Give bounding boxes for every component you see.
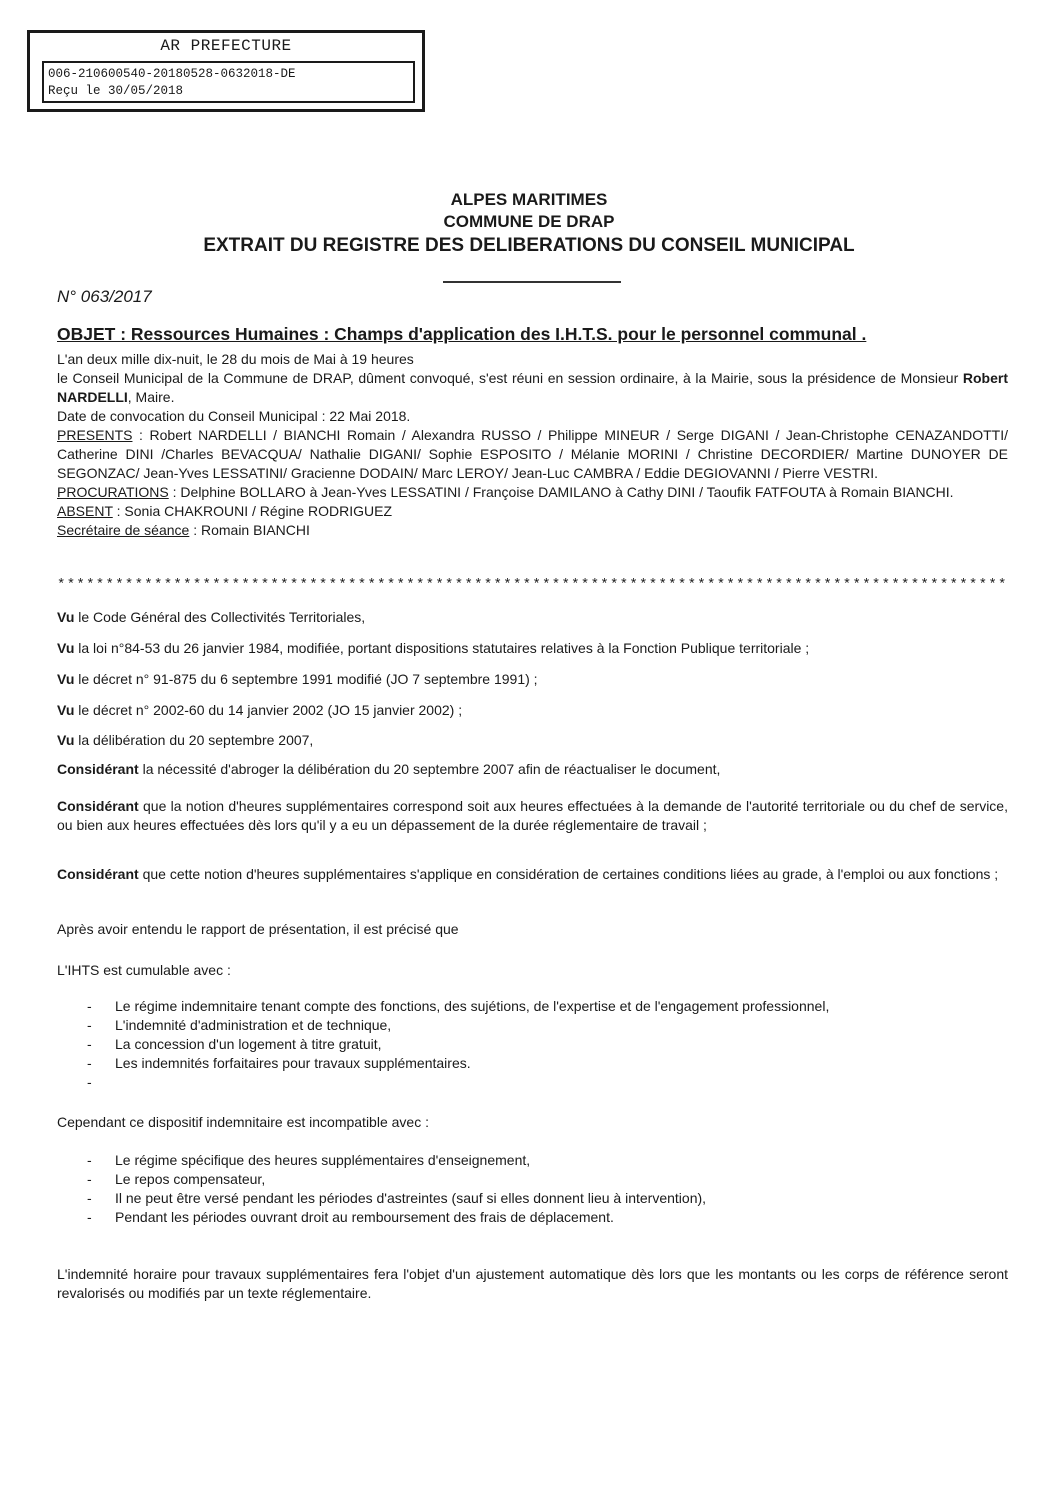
dash-bullet: - xyxy=(87,1055,92,1071)
header-register-title: EXTRAIT DU REGISTRE DES DELIBERATIONS DU CONSEIL MUNICIPAL xyxy=(203,235,855,256)
secretary-label: Secrétaire de séance xyxy=(57,522,190,538)
convocation-date: Date de convocation du Conseil Municipal : 22 Mai 2018. xyxy=(57,408,411,424)
dash-bullet: - xyxy=(87,1171,92,1187)
cumulable-list xyxy=(57,997,1008,1092)
list-item: - Le repos compensateur, xyxy=(87,1171,266,1187)
list-item: - Les indemnités forfaitaires pour travaux supplémentaires. xyxy=(87,1055,471,1071)
secretary: Secrétaire de séance : Romain BIANCHI xyxy=(57,522,310,538)
dash-bullet: - xyxy=(87,1152,92,1168)
absent-list: ABSENT : Sonia CHAKROUNI / Régine RODRIGUEZ xyxy=(57,503,393,519)
final-paragraph: L'indemnité horaire pour travaux supplémentaires fera l'objet d'un ajustement automatique dès lors que les montants ou les corps de référence seront revalorisés ou modifiés par un texte réglementaire. xyxy=(57,1266,1008,1301)
stamp-reference: 006-210600540-20180528-0632018-DE xyxy=(48,67,296,81)
prefecture-stamp xyxy=(27,30,425,112)
header-commune: COMMUNE DE DRAP xyxy=(443,212,615,231)
procurations-label: PROCURATIONS xyxy=(57,484,169,500)
document-header xyxy=(0,189,1058,259)
deliberation-object: OBJET : Ressources Humaines : Champs d'application des I.H.T.S. pour le personnel communal . xyxy=(57,324,867,344)
dash-bullet: - xyxy=(87,1017,92,1033)
recital-5: Vu la délibération du 20 septembre 2007, xyxy=(57,732,314,748)
list-item: - L'indemnité d'administration et de technique, xyxy=(87,1017,392,1033)
recital-1: Vu le Code Général des Collectivités Territoriales, xyxy=(57,609,366,625)
meeting-session: le Conseil Municipal de la Commune de DRAP, dûment convoqué, s'est réuni en session ordinaire, à la Mairie, sous la présidence de Monsieur Robert NARDELLI, Maire. xyxy=(57,370,1008,405)
recital-7: Considérant que la notion d'heures supplémentaires correspond soit aux heures effectuées à la demande de l'autorité territoriale ou du chef de service, ou bien aux heures effectuées dès lors qu'il y a eu un dépassement de la durée réglementaire de travail ; xyxy=(57,798,1008,833)
after-report-text: Après avoir entendu le rapport de présentation, il est précisé que xyxy=(57,921,459,937)
incompatible-intro: Cependant ce dispositif indemnitaire est incompatible avec : xyxy=(57,1114,429,1130)
absent-label: ABSENT xyxy=(57,503,113,519)
mayor-name: Robert NARDELLI xyxy=(57,370,1008,405)
dash-bullet: - xyxy=(87,1036,92,1052)
dash-bullet: - xyxy=(87,1074,92,1090)
header-divider xyxy=(443,281,621,283)
list-item: - La concession d'un logement à titre gratuit, xyxy=(87,1036,382,1052)
list-item: - Il ne peut être versé pendant les périodes d'astreintes (sauf si elles donnent lieu à intervention), xyxy=(87,1190,707,1206)
stamp-title: AR PREFECTURE xyxy=(160,37,292,55)
dash-bullet: - xyxy=(87,1209,92,1225)
list-item xyxy=(57,1073,1008,1092)
incompatible-list xyxy=(57,1151,1008,1227)
presents-label: PRESENTS xyxy=(57,427,133,443)
separator-line: ************************************************************************************************** xyxy=(57,577,1008,593)
list-item: - Le régime spécifique des heures supplémentaires d'enseignement, xyxy=(87,1152,531,1168)
stamp-reference-box xyxy=(42,61,415,103)
list-item: - Le régime indemnitaire tenant compte des fonctions, des sujétions, de l'expertise et de l'engagement professionnel, xyxy=(87,998,830,1014)
procurations-list: PROCURATIONS : Delphine BOLLARO à Jean-Yves LESSATINI / Françoise DAMILANO à Cathy DINI / Taoufik FATFOUTA à Romain BIANCHI. xyxy=(57,484,954,500)
list-item: - Pendant les périodes ouvrant droit au remboursement des frais de déplacement. xyxy=(87,1209,614,1225)
recital-3: Vu le décret n° 91-875 du 6 septembre 1991 modifié (JO 7 septembre 1991) ; xyxy=(57,671,538,687)
header-department: ALPES MARITIMES xyxy=(450,190,608,209)
cumulable-intro: L'IHTS est cumulable avec : xyxy=(57,962,231,978)
recital-2: Vu la loi n°84-53 du 26 janvier 1984, modifiée, portant dispositions statutaires relatives à la Fonction Publique territoriale ; xyxy=(57,640,810,656)
meeting-info xyxy=(57,350,1008,540)
stamp-received-date: Reçu le 30/05/2018 xyxy=(48,84,184,98)
presents-list: PRESENTS : Robert NARDELLI / BIANCHI Romain / Alexandra RUSSO / Philippe MINEUR / Serge DIGANI / Jean-Christophe CENAZANDOTTI/ Catherine DINI /Charles BEVACQUA/ Nathalie DIGANI/ Sophie ESPOSITO / Mélanie MORINI / Christine DECORDIER/ Martine DUNOYER DE SEGONZAC/ Jean-Yves LESSATINI/ Gracienne DODAIN/ Marc LEROY/ Jean-Luc CAMBRA / Eddie DEGIOVANNI / Pierre VESTRI. xyxy=(57,427,1008,481)
recital-8: Considérant que cette notion d'heures supplémentaires s'applique en considération de certaines conditions liées au grade, à l'emploi ou aux fonctions ; xyxy=(57,866,999,882)
dash-bullet: - xyxy=(87,998,92,1014)
recital-6: Considérant la nécessité d'abroger la délibération du 20 septembre 2007 afin de réactualiser le document, xyxy=(57,761,721,777)
deliberation-number: N° 063/2017 xyxy=(57,287,152,306)
meeting-date: L'an deux mille dix-nuit, le 28 du mois de Mai à 19 heures xyxy=(57,351,414,367)
recital-4: Vu le décret n° 2002-60 du 14 janvier 2002 (JO 15 janvier 2002) ; xyxy=(57,702,463,718)
dash-bullet: - xyxy=(87,1190,92,1206)
